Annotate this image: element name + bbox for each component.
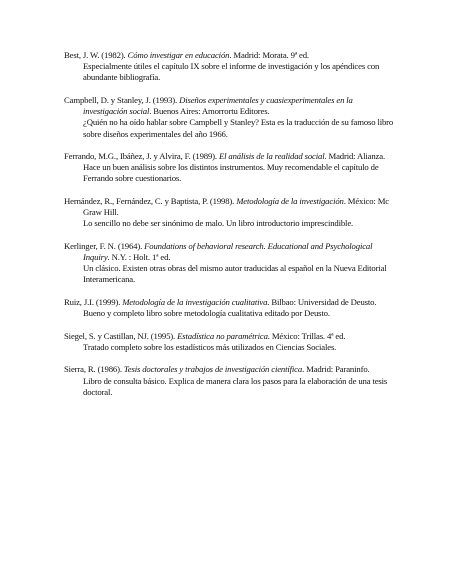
citation-publisher: . N.Y. : Holt. 1ª ed. bbox=[107, 252, 171, 263]
bibliography-entry bbox=[64, 95, 394, 140]
bibliography-entry bbox=[64, 241, 394, 286]
citation-title: Diseños experimentales y cuasiexperimentales en la investigación social bbox=[83, 94, 353, 117]
citation-title: El análisis de la realidad social bbox=[218, 151, 325, 162]
citation-publisher: . Bilbao: Universidad de Deusto. bbox=[267, 296, 377, 307]
citation-publisher: . Buenos Aires: Amorrortu Editores. bbox=[149, 106, 270, 117]
citation-publisher: . Madrid: Paraninfo. bbox=[302, 364, 370, 375]
citation-title: Metodología de la investigación bbox=[236, 195, 344, 206]
citation-authors-year: Sierra, R. (1986). bbox=[64, 364, 124, 375]
citation-authors-year: Ferrando, M.G., Ibáñez, J. y Alvira, F. (1989). bbox=[64, 151, 219, 162]
citation-title: Foundations of behavioral research. Educational and Psychological Inquiry bbox=[83, 240, 373, 263]
citation-title: Cómo investigar en educación bbox=[127, 50, 230, 60]
citation-title: Tesis doctorales y trabajos de investigación científica bbox=[123, 364, 303, 375]
bibliography-entry bbox=[64, 364, 394, 398]
citation-title: Metodología de la investigación cualitativa bbox=[122, 296, 268, 307]
citation-authors-year: Kerlinger, F. N. (1964). bbox=[64, 240, 145, 251]
annotation: Bueno y completo libro sobre metodología cualitativa editado por Deusto. bbox=[83, 308, 330, 319]
citation bbox=[64, 196, 394, 218]
citation-publisher: . Madrid: Morata. 9ª ed. bbox=[229, 50, 309, 60]
citation bbox=[64, 241, 394, 263]
bibliography-entry bbox=[64, 297, 394, 319]
citation-authors-year: Best, J. W. (1982). bbox=[64, 50, 128, 60]
bibliography-page bbox=[64, 50, 394, 409]
citation bbox=[64, 50, 394, 61]
citation-authors-year: Siegel, S. y Castillan, NJ. (1995). bbox=[64, 330, 178, 341]
citation bbox=[64, 151, 394, 162]
bibliography-entry bbox=[64, 196, 394, 230]
bibliography-entry bbox=[64, 151, 394, 185]
annotation: Libro de consulta básico. Explica de manera clara los pasos para la elaboración de una tesis doctoral. bbox=[83, 375, 388, 397]
citation bbox=[64, 95, 394, 117]
annotation: ¿Quién no ha oído hablar sobre Campbell y Stanley? Esta es la traducción de su famoso libro sobre diseños experimentales del año 1966. bbox=[83, 117, 394, 139]
annotation: Especialmente útiles el capítulo IX sobre el informe de investigación y los apéndices con abundante bibliografía. bbox=[83, 61, 380, 83]
citation-authors-year: Ruiz, J.I. (1999). bbox=[64, 296, 123, 307]
annotation: Un clásico. Existen otras obras del mismo autor traducidas al español en la Nueva Editorial Interamericana. bbox=[83, 263, 387, 285]
bibliography-entry bbox=[64, 50, 394, 84]
citation-title: Estadística no paramétrica bbox=[177, 330, 268, 341]
annotation: Tratado completo sobre los estadísticos más utilizados en Ciencias Sociales. bbox=[83, 341, 337, 352]
citation bbox=[64, 364, 394, 375]
citation-authors-year: Campbell, D. y Stanley, J. (1993). bbox=[64, 94, 180, 105]
annotation: Hace un buen análisis sobre los distintos instrumentos. Muy recomendable el capítulo de Ferrando sobre cuestionarios. bbox=[83, 162, 379, 184]
citation-authors-year: Hernández, R., Fernández, C. y Baptista, P. (1998). bbox=[64, 195, 237, 206]
citation-publisher: . México: Mc Graw Hill. bbox=[83, 195, 389, 218]
citation-publisher: . Madrid: Alianza. bbox=[324, 151, 385, 162]
citation bbox=[64, 331, 394, 342]
citation bbox=[64, 297, 394, 308]
annotation: Lo sencillo no debe ser sinónimo de malo. Un libro introductorio imprescindible. bbox=[83, 218, 354, 229]
bibliography-entry bbox=[64, 331, 394, 353]
citation-publisher: . México: Trillas. 4ª ed. bbox=[267, 330, 346, 341]
